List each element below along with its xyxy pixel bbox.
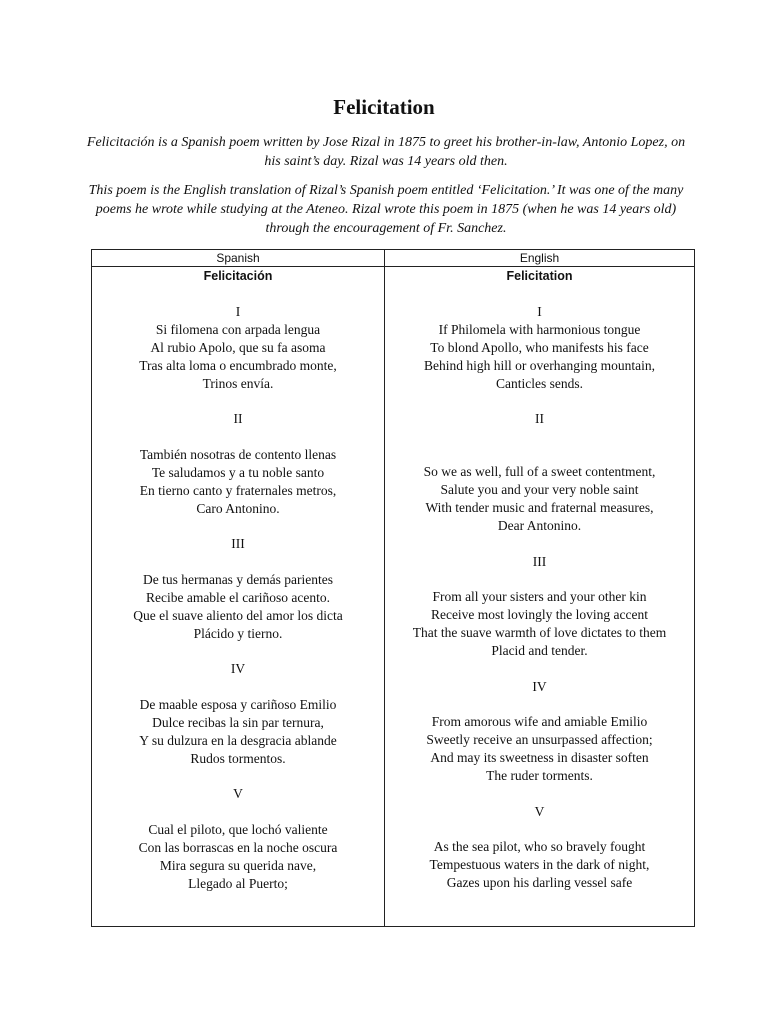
verse-line: Rudos tormentos. xyxy=(190,750,286,766)
verse-line: Gazes upon his darling vessel safe xyxy=(446,875,633,890)
spanish-poem-title: Felicitación xyxy=(203,269,273,283)
spanish-stanza-2 xyxy=(92,410,384,518)
verse-line: Behind high hill or overhanging mountain, xyxy=(424,357,655,373)
verse-line: To blond Apollo, who manifests his face xyxy=(430,339,649,355)
verse-line: From amorous wife and amiable Emilio xyxy=(431,714,648,729)
verse-line: As the sea pilot, who so bravely fought xyxy=(433,839,646,854)
spanish-stanza-4 xyxy=(92,660,384,768)
intro-paragraph-2: This poem is the English translation of Rizal’s Spanish poem entitled ‘Felicitation.’ It was one of the many poems he wrote while studying at the Ateneo. Rizal wrote this poem in 1875 (when he was 14 years old) through the encouragement of Fr. Sanchez. xyxy=(88,183,684,236)
column-header-spanish: Spanish xyxy=(216,251,260,265)
stanza-numeral: II xyxy=(233,411,243,426)
english-stanza-3 xyxy=(385,553,694,661)
stanza-numeral: III xyxy=(532,553,547,569)
verse-line: Canticles sends. xyxy=(496,375,583,391)
verse-line: The ruder torments. xyxy=(486,768,593,783)
verse-line: If Philomela with harmonious tongue xyxy=(438,321,641,337)
verse-line: Cual el piloto, que lochó valiente xyxy=(148,821,328,837)
verse-line: From all your sisters and your other kin xyxy=(432,589,647,604)
verse-line: Dulce recibas la sin par ternura, xyxy=(152,714,324,730)
stanza-numeral: III xyxy=(231,536,245,551)
verse-line: Mira segura su querida nave, xyxy=(159,857,317,873)
verse-line: También nosotras de contento llenas xyxy=(139,446,337,462)
verse-line: Placid and tender. xyxy=(491,643,588,658)
verse-line: Tempestuous waters in the dark of night, xyxy=(429,857,650,872)
verse-line: Tras alta loma o encumbrado monte, xyxy=(139,357,337,373)
verse-line: Que el suave aliento del amor los dicta xyxy=(133,607,343,623)
stanza-numeral: II xyxy=(535,411,544,426)
column-header-english: English xyxy=(519,251,560,265)
verse-line: Dear Antonino. xyxy=(497,518,582,533)
stanza-numeral: IV xyxy=(532,678,547,694)
verse-line: Recibe amable el cariñoso acento. xyxy=(145,589,331,605)
verse-line: Con las borrascas en la noche oscura xyxy=(138,839,338,855)
poem-table xyxy=(91,249,695,927)
stanza-numeral: V xyxy=(233,786,243,801)
verse-line: With tender music and fraternal measures, xyxy=(425,500,654,515)
spanish-stanza-1 xyxy=(92,303,384,393)
verse-line: Si filomena con arpada lengua xyxy=(155,321,321,337)
verse-line: Al rubio Apolo, que su fa asoma xyxy=(150,339,326,355)
verse-line: Plácido y tierno. xyxy=(193,625,283,641)
verse-line: En tierno canto y fraternales metros, xyxy=(139,482,337,498)
verse-line: De tus hermanas y demás parientes xyxy=(142,571,334,587)
verse-line: So we as well, full of a sweet contentment, xyxy=(423,464,656,479)
verse-line: That the suave warmth of love dictates to them xyxy=(412,625,667,640)
page-title: Felicitation xyxy=(333,95,435,119)
english-poem-title: Felicitation xyxy=(506,269,573,283)
stanza-numeral: I xyxy=(537,303,542,319)
stanza-numeral: IV xyxy=(230,661,246,676)
spanish-stanza-5 xyxy=(92,785,384,893)
spanish-stanza-3 xyxy=(92,535,384,643)
verse-line: Llegado al Puerto; xyxy=(188,875,288,891)
verse-line: De maable esposa y cariñoso Emilio xyxy=(139,696,337,712)
verse-line: Caro Antonino. xyxy=(196,500,280,516)
verse-line: Receive most lovingly the loving accent xyxy=(430,607,649,622)
english-stanza-1 xyxy=(385,303,694,393)
intro-paragraph-1: Felicitación is a Spanish poem written by Jose Rizal in 1875 to greet his brother-in-law, Antonio Lopez, on his saint’s day. Rizal was 14 years old then. xyxy=(86,135,686,169)
verse-line: Sweetly receive an unsurpassed affection; xyxy=(426,732,653,747)
english-stanza-2 xyxy=(385,410,694,535)
english-stanza-4 xyxy=(385,678,694,786)
verse-line: Trinos envía. xyxy=(202,375,274,391)
stanza-numeral: V xyxy=(534,803,545,819)
verse-line: Te saludamos y a tu noble santo xyxy=(151,464,325,480)
verse-line: Y su dulzura en la desgracia ablande xyxy=(139,732,337,748)
verse-line: And may its sweetness in disaster soften xyxy=(430,750,649,765)
verse-line: Salute you and your very noble saint xyxy=(440,482,639,497)
spanish-column xyxy=(92,267,384,893)
stanza-numeral: I xyxy=(235,303,241,319)
english-stanza-5 xyxy=(385,803,694,893)
english-column xyxy=(385,267,694,892)
